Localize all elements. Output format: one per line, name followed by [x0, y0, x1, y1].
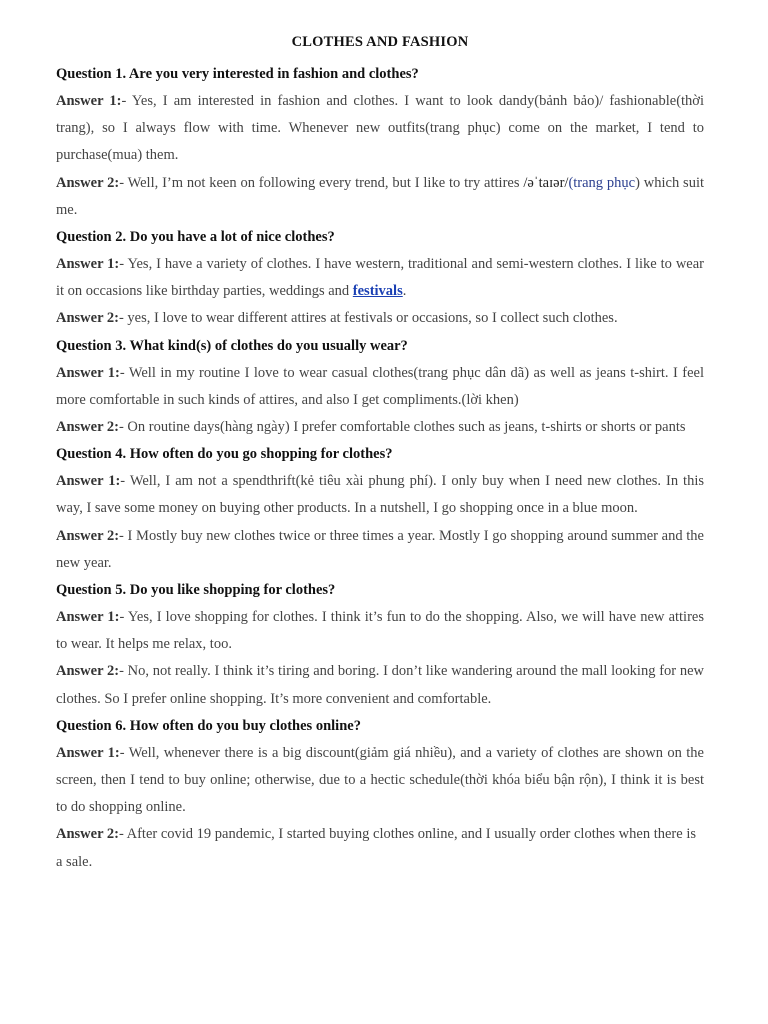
answer-label: Answer 1:: [56, 364, 120, 381]
answer-label: Answer 2:: [56, 174, 120, 191]
answer-label: Answer 2:: [56, 310, 119, 327]
answer-text: - No, not really. I think it’s tiring and boring. I don’t like wandering around the mall looking for new clothes. So I prefer online shopping. It’s more convenient and comfortable.: [56, 663, 704, 707]
festivals-link[interactable]: festivals: [352, 283, 403, 300]
answer-text: - Yes, I have a variety of clothes. I have western, traditional and semi-western clothes. I like to wear it on occasions like birthday parties, weddings and: [56, 256, 704, 300]
answer-label: Answer 1:: [56, 744, 120, 761]
q6-answer-1: [56, 740, 704, 822]
answer-label: Answer 2:: [56, 419, 119, 436]
q2-answer-2: [56, 305, 704, 332]
q4-answer-1: [56, 468, 704, 522]
answer-text: - Well, whenever there is a big discount(giảm giá nhiều), and a variety of clothes are shown on the screen, then I tend to buy online; otherwise, due to a hectic schedule(thời khóa biểu bận rộn), I think it is best to do shopping online.: [56, 744, 704, 816]
question-6: Question 6. How often do you buy clothes online?: [56, 717, 361, 734]
answer-text: - Well, I am not a spendthrift(kẻ tiêu xài phung phí). I only buy when I need new clothes. In this way, I save some money on buying other products. In a nutshell, I go shopping once in a blue moon.: [56, 473, 704, 517]
q6-answer-2: [56, 821, 704, 875]
question-1: Question 1. Are you very interested in fashion and clothes?: [56, 66, 419, 82]
answer-text: - Well in my routine I love to wear casual clothes(trang phục dân dã) as well as jeans t-shirt. I feel more comfortable in such kinds of attires, and also I get compliments.(lời khen): [56, 364, 705, 408]
answer-label: Answer 2:: [56, 826, 119, 843]
document-title: CLOTHES AND FASHION: [291, 34, 469, 50]
q1-answer-1: [56, 88, 704, 170]
answer-text: - Yes, I love shopping for clothes. I think it’s fun to do the shopping. Also, we will have new attires to wear. It helps me relax, too.: [56, 609, 704, 653]
question-2: Question 2. Do you have a lot of nice clothes?: [56, 229, 335, 246]
qa-block-5: [56, 577, 704, 713]
question-3: Question 3. What kind(s) of clothes do you usually wear?: [56, 337, 408, 354]
answer-label: Answer 1:: [56, 93, 122, 109]
answer-text: - yes, I love to wear different attires at festivals or occasions, so I collect such clothes.: [118, 310, 618, 327]
answer-label: Answer 2:: [56, 663, 120, 680]
q4-answer-2: [56, 523, 704, 577]
answer-label: Answer 1:: [56, 609, 120, 626]
q3-answer-2: [56, 414, 704, 441]
question-5: Question 5. Do you like shopping for clothes?: [56, 582, 336, 599]
answer-text: - After covid 19 pandemic, I started buying clothes online, and I usually order clothes when there is a sale.: [56, 826, 696, 870]
qa-block-4: [56, 441, 704, 577]
answer-text: - Well, I’m not keen on following every trend, but I like to try attires: [119, 174, 524, 191]
answer-text-end: ) which suit me.: [56, 174, 704, 218]
answer-text: - Yes, I am interested in fashion and clothes. I want to look dandy(bảnh bảo)/ fashionable(thời trang), so I always flow with time. Whenever new outfits(trang phục) come on the market, I tend to purchase(mua) them.: [56, 93, 704, 164]
q1-answer-2: [56, 170, 704, 224]
answer-label: Answer 1:: [56, 473, 121, 490]
answer-text-end: .: [402, 283, 407, 300]
ipa-transcription: /əˈtaɪər/: [523, 174, 569, 191]
qa-block-6: [56, 713, 704, 876]
qa-block-1: [56, 61, 704, 224]
q2-answer-1: [56, 251, 704, 305]
qa-block-3: [56, 333, 704, 442]
q5-answer-2: [56, 658, 704, 712]
answer-label: Answer 2:: [56, 527, 120, 544]
answer-text-blue: (trang phục: [568, 174, 636, 191]
q3-answer-1: [56, 360, 704, 414]
answer-text: - On routine days(hàng ngày) I prefer comfortable clothes such as jeans, t-shirts or shorts or pants: [118, 419, 686, 436]
answer-text: - I Mostly buy new clothes twice or three times a year. Mostly I go shopping around summer and the new year.: [56, 527, 704, 571]
answer-label: Answer 1:: [56, 256, 120, 273]
question-4: Question 4. How often do you go shopping for clothes?: [56, 446, 393, 463]
qa-block-2: [56, 224, 704, 333]
q5-answer-1: [56, 604, 704, 658]
